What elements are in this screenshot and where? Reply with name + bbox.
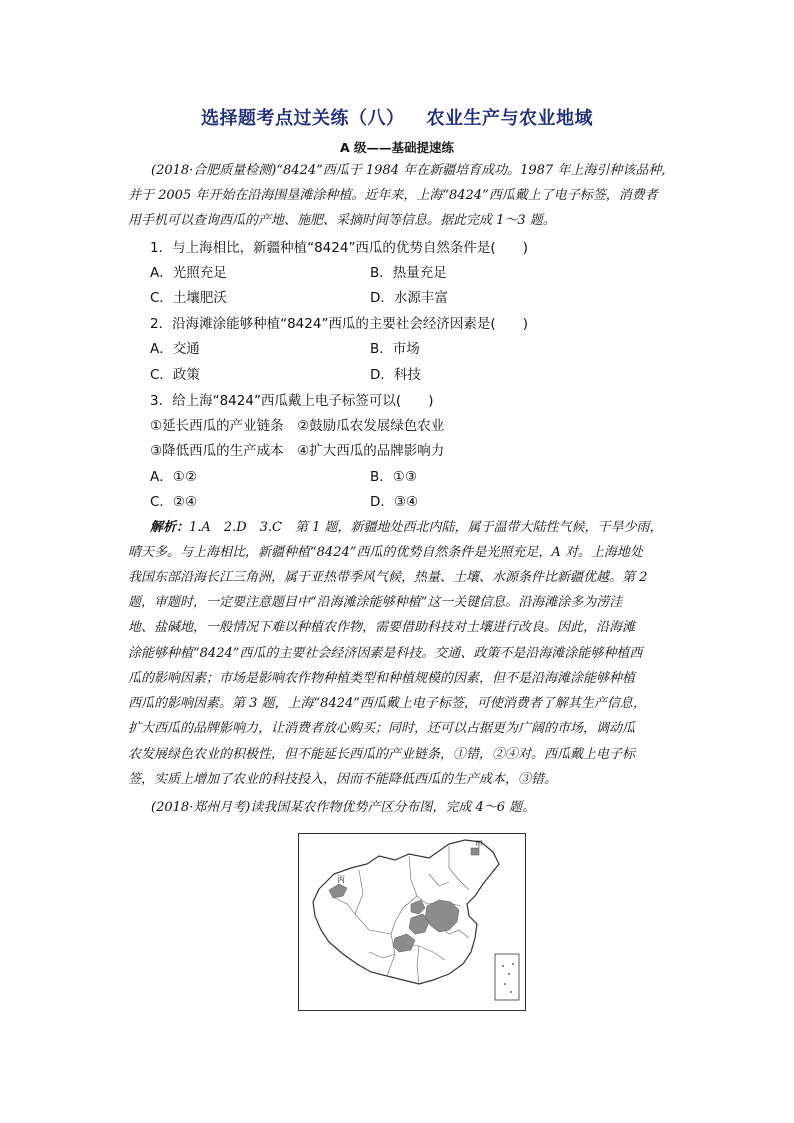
question-1-option-c: C．土壤肥沃: [150, 290, 227, 306]
question-3-option-b: B．①③: [370, 469, 417, 485]
question-3-option-d: D．③④: [370, 494, 419, 510]
intro-source: (2018·合肥质量检测): [151, 163, 277, 178]
analysis-line-3: 我国东部沿海长江三角洲，属于亚热带季风气候，热量、土壤、水源条件比新疆优越。第 2: [128, 570, 648, 585]
question-1-option-d: D．水源丰富: [370, 290, 448, 306]
question-2-option-a: A．交通: [150, 341, 200, 357]
question-1-option-a: A．光照充足: [150, 265, 227, 281]
analysis-line-5: 地、盐碱地，一般情况下难以种植农作物，需要借助科技对土壤进行改良。因此，沿海滩: [128, 620, 636, 635]
analysis-line-9: 扩大西瓜的品牌影响力，让消费者放心购买；同时，还可以占据更为广阔的市场，调动瓜: [128, 721, 636, 736]
title-part1: 选择题考点过关练（八）: [201, 108, 405, 129]
china-map-svg: [299, 834, 525, 1010]
northeast-marker: [471, 848, 479, 855]
analysis-line-10: 农发展绿色农业的积极性，但不能延长西瓜的产业链条，①错，②④对。西瓜戴上电子标: [128, 747, 636, 762]
analysis-label: 解析：: [150, 520, 190, 535]
title-part2: 农业生产与农业地域: [426, 108, 593, 129]
south-china-sea-inset: [495, 954, 519, 1000]
question-3-option-c: C．②④: [150, 494, 198, 510]
question-3-items-2: ③降低西瓜的生产成本 ④扩大西瓜的品牌影响力: [150, 443, 445, 459]
country-outline: [313, 840, 499, 984]
question-3-stem: 3．给上海“8424”西瓜戴上电子标签可以( ): [150, 393, 434, 409]
map-label-west: 丙: [337, 875, 345, 884]
question-3-option-a: A．①②: [150, 469, 197, 485]
intro-line-1: [151, 160, 665, 182]
intro-line-2: 并于 2005 年开始在沿海围垦滩涂种植。近年来，上海“8424”西瓜戴上了电子标签，消费者: [128, 188, 658, 203]
analysis-text-1: 1.A 2.D 3.C 第 1 题，新疆地处西北内陆，属于温带大陆性气候，干旱少雨，: [189, 520, 663, 535]
analysis-line-2: 晴天多。与上海相比，新疆种植“8424”西瓜的优势自然条件是光照充足，A 对。上海地处: [128, 545, 643, 560]
question-1-stem: 1．与上海相比，新疆种植“8424”西瓜的优势自然条件是( ): [150, 240, 528, 256]
question-1-option-b: B．热量充足: [370, 265, 447, 281]
analysis-line-8: 西瓜的影响因素。第 3 题，上海“8424”西瓜戴上电子标签，可使消费者了解其生产信息，: [128, 696, 646, 711]
question-2-stem: 2．沿海滩涂能够种植“8424”西瓜的主要社会经济因素是( ): [150, 316, 528, 332]
map-label-north: 甲: [475, 840, 483, 849]
intro-line-3: 用手机可以查询西瓜的产地、施肥、采摘时间等信息。据此完成 1～3 题。: [128, 213, 556, 228]
crop-distribution-map: [298, 833, 526, 1011]
analysis-line-4: 题，审题时，一定要注意题目中“沿海滩涂能够种植”这一关键信息。沿海滩涂多为涝洼: [128, 595, 623, 610]
question-3-items-1: ①延长西瓜的产业链条 ②鼓励瓜农发展绿色农业: [150, 418, 445, 434]
section-subtitle: A 级——基础提速练: [339, 140, 455, 155]
analysis-line-1: [150, 517, 663, 539]
intro2-source: (2018·郑州月考): [151, 800, 251, 815]
question-2-option-c: C．政策: [150, 367, 200, 383]
intro2-line: [151, 797, 535, 819]
question-2-option-b: B．市场: [370, 341, 420, 357]
analysis-line-11: 签，实质上增加了农业的科技投入，因而不能降低西瓜的生产成本，③错。: [128, 772, 558, 787]
analysis-line-6: 涂能够种植“8424”西瓜的主要社会经济因素是科技。交通、政策不是沿海滩涂能够种植西: [128, 646, 643, 661]
intro2-text: 读我国某农作物优势产区分布图，完成 4～6 题。: [250, 800, 536, 815]
question-2-option-d: D．科技: [370, 367, 421, 383]
intro-text-1: “8424”西瓜于 1984 年在新疆培育成功。1987 年上海引种该品种,: [276, 163, 666, 178]
page-title: [0, 104, 794, 130]
analysis-line-7: 瓜的影响因素；市场是影响农作物种植类型和种植规模的因素，但不是沿海滩涂能够种植: [128, 671, 636, 686]
